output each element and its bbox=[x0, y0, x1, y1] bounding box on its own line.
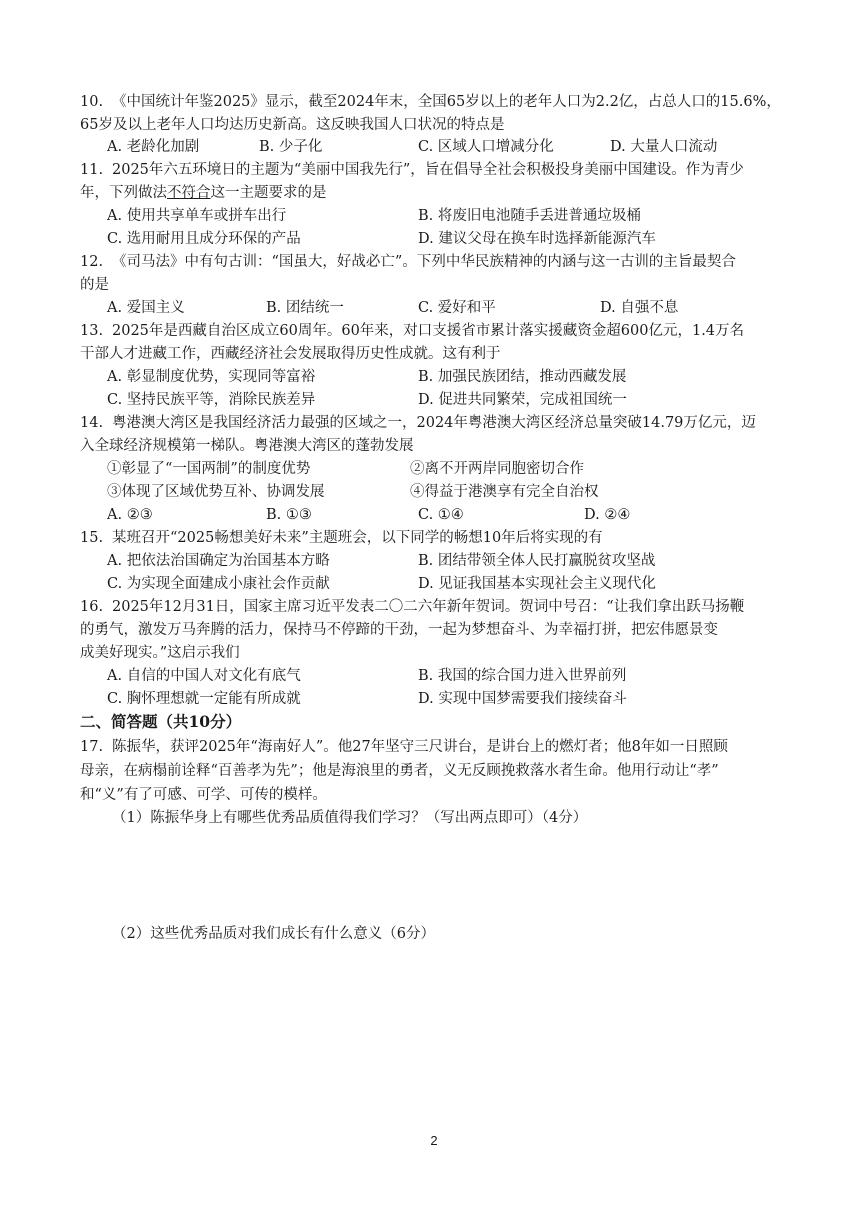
q14-statement-2: ②离不开两岸同胞密切合作 bbox=[410, 461, 584, 477]
q10-option-b[interactable]: B. 少子化 bbox=[259, 139, 323, 155]
q16-option-c[interactable]: C. 胸怀理想就一定能有所成就 bbox=[107, 691, 301, 707]
q12-option-a[interactable]: A. 爱国主义 bbox=[107, 300, 185, 316]
q14-statement-4: ④得益于港澳享有完全自治权 bbox=[410, 484, 599, 500]
q14-number: 14. bbox=[80, 415, 104, 431]
q12-option-d[interactable]: D. 自强不息 bbox=[600, 300, 679, 316]
q12-stem-line2: 的是 bbox=[80, 277, 109, 293]
q15-option-c[interactable]: C. 为实现全面建成小康社会作贡献 bbox=[107, 576, 330, 592]
q14-option-c[interactable]: C. ①④ bbox=[418, 507, 464, 523]
q16-number: 16. bbox=[80, 599, 104, 615]
q14-stem-line2: 入全球经济规模第一梯队。粤港澳大湾区的蓬勃发展 bbox=[80, 438, 414, 454]
q11-stem-line1: 2025年六五环境日的主题为“美丽中国我先行”，旨在倡导全社会积极投身美丽中国建设。作为青少 bbox=[112, 162, 744, 178]
section-2-title: 二、简答题（共10分） bbox=[80, 712, 242, 731]
q11-stem-line2 bbox=[80, 183, 327, 203]
q14-stem-line1: 粤港澳大湾区是我国经济活力最强的区域之一，2024年粤港澳大湾区经济总量突破14.79万亿元，迈 bbox=[112, 415, 756, 431]
q11-stem-post: 这一主题要求的是 bbox=[210, 185, 327, 201]
q13-number: 13. bbox=[80, 323, 104, 339]
q17-stem-line2: 母亲，在病榻前诠释“百善孝为先”；他是海浪里的勇者，义无反顾挽救落水者生命。他用行动让“孝” bbox=[80, 763, 719, 779]
q13-option-b[interactable]: B. 加强民族团结，推动西藏发展 bbox=[418, 369, 627, 385]
q13-option-c[interactable]: C. 坚持民族平等，消除民族差异 bbox=[107, 392, 316, 408]
q16-stem-line2: 的勇气，激发万马奔腾的活力，保持马不停蹄的干劲，一起为梦想奋斗、为幸福打拼，把宏伟愿景变 bbox=[80, 622, 718, 638]
q10-option-d[interactable]: D. 大量人口流动 bbox=[610, 139, 718, 155]
q16-option-d[interactable]: D. 实现中国梦需要我们接续奋斗 bbox=[418, 691, 627, 707]
q11-option-a[interactable]: A. 使用共享单车或拼车出行 bbox=[107, 208, 287, 224]
q15-stem-line1: 某班召开“2025畅想美好未来”主题班会，以下同学的畅想10年后将实现的有 bbox=[112, 530, 603, 546]
q11-option-c[interactable]: C. 选用耐用且成分环保的产品 bbox=[107, 231, 301, 247]
q11-option-d[interactable]: D. 建议父母在换车时选择新能源汽车 bbox=[418, 231, 656, 247]
q15-option-a[interactable]: A. 把依法治国确定为治国基本方略 bbox=[107, 553, 330, 569]
q16-stem-line3: 成美好现实。”这启示我们 bbox=[80, 645, 240, 661]
q17-stem-line1: 陈振华，获评2025年“海南好人”。他27年坚守三尺讲台，是讲台上的燃灯者；他8年如一日照顾 bbox=[112, 739, 728, 755]
q14-option-d[interactable]: D. ②④ bbox=[584, 507, 631, 523]
q11-number: 11. bbox=[80, 162, 104, 178]
q15-option-d[interactable]: D. 见证我国基本实现社会主义现代化 bbox=[418, 576, 656, 592]
q13-option-d[interactable]: D. 促进共同繁荣，完成祖国统一 bbox=[418, 392, 627, 408]
q16-option-a[interactable]: A. 自信的中国人对文化有底气 bbox=[107, 668, 301, 684]
q11-stem-pre: 年，下列做法 bbox=[80, 185, 167, 201]
q12-number: 12. bbox=[80, 254, 104, 270]
q11-stem-underlined: 不符合 bbox=[167, 185, 211, 201]
q10-stem-line2: 65岁及以上老年人口均达历史新高。这反映我国人口状况的特点是 bbox=[80, 117, 505, 133]
q14-statement-1: ①彰显了“一国两制”的制度优势 bbox=[107, 461, 311, 477]
q16-option-b[interactable]: B. 我国的综合国力进入世界前列 bbox=[418, 668, 627, 684]
q13-stem-line2: 干部人才进藏工作，西藏经济社会发展取得历史性成就。这有利于 bbox=[80, 346, 501, 362]
q14-option-a[interactable]: A. ②③ bbox=[107, 507, 153, 523]
q10-option-a[interactable]: A. 老龄化加剧 bbox=[107, 139, 200, 155]
q12-option-b[interactable]: B. 团结统一 bbox=[266, 300, 344, 316]
q10-number: 10. bbox=[80, 94, 104, 110]
q14-statement-3: ③体现了区域优势互补、协调发展 bbox=[107, 484, 325, 500]
q16-stem-line1: 2025年12月31日，国家主席习近平发表二〇二六年新年贺词。贺词中号召：“让我们拿出跃马扬鞭 bbox=[112, 599, 745, 615]
q13-option-a[interactable]: A. 彰显制度优势，实现同等富裕 bbox=[107, 369, 316, 385]
page-number: 2 bbox=[430, 1133, 438, 1148]
q12-stem-line1: 《司马法》中有句古训：“国虽大，好战必亡”。下列中华民族精神的内涵与这一古训的主旨最契合 bbox=[112, 254, 736, 270]
q11-option-b[interactable]: B. 将废旧电池随手丢进普通垃圾桶 bbox=[418, 208, 641, 224]
q10-option-c[interactable]: C. 区域人口增减分化 bbox=[418, 139, 554, 155]
q10-stem-line1: 《中国统计年鉴2025》显示，截至2024年末，全国65岁以上的老年人口为2.2亿，占总人口的15.6%， bbox=[112, 94, 781, 110]
q17-stem-line3: 和“义”有了可感、可学、可传的模样。 bbox=[80, 787, 327, 803]
q17-number: 17. bbox=[80, 739, 104, 755]
q12-option-c[interactable]: C. 爱好和平 bbox=[418, 300, 496, 316]
q15-number: 15. bbox=[80, 530, 104, 546]
q17-sub-question-2: （2）这些优秀品质对我们成长有什么意义（6分） bbox=[112, 926, 435, 942]
q14-option-b[interactable]: B. ①③ bbox=[266, 507, 312, 523]
q15-option-b[interactable]: B. 团结带领全体人民打赢脱贫攻坚战 bbox=[418, 553, 656, 569]
q17-sub-question-1: （1）陈振华身上有哪些优秀品质值得我们学习？（写出两点即可）（4分） bbox=[112, 810, 588, 826]
q13-stem-line1: 2025年是西藏自治区成立60周年。60年来，对口支援省市累计落实援藏资金超600亿元，1.4万名 bbox=[112, 323, 745, 339]
